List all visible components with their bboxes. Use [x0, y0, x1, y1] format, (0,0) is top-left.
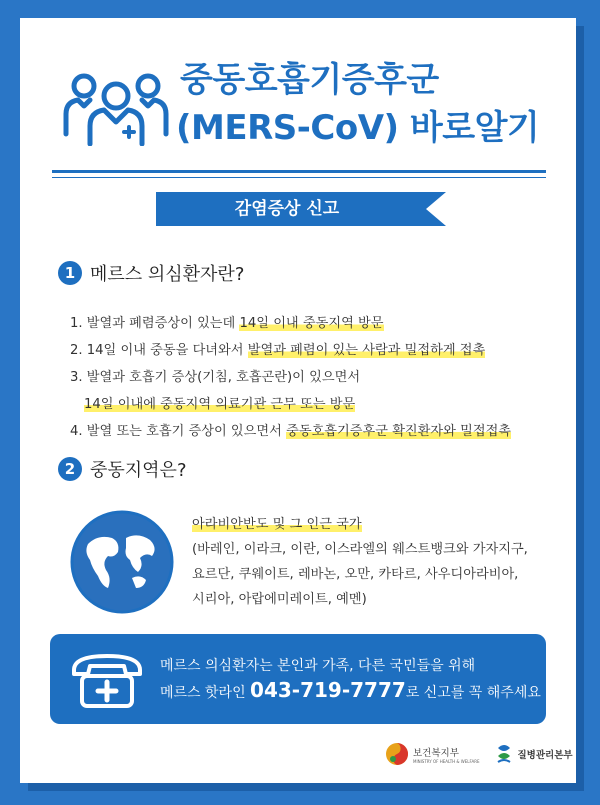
- phone-icon: [70, 652, 144, 710]
- title-line-1: 중동호흡기증후군: [180, 60, 439, 100]
- section-1-title: 메르스 의심환자란?: [90, 264, 245, 285]
- hotline-box: [50, 634, 546, 724]
- list-item: 4. 발열 또는 호흡기 증상이 있으면서 중동호흡기증후군 확진환자와 밀접접촉: [70, 424, 512, 439]
- section-1-number: 1: [58, 261, 82, 285]
- region-line-3: 시리아, 아랍에미레이트, 예멘): [192, 592, 367, 607]
- title-line-2: (MERS-CoV) 바로알기: [176, 108, 540, 148]
- divider-thin: [52, 177, 546, 178]
- title-block: [52, 56, 552, 166]
- region-description: [192, 512, 572, 612]
- medical-staff-icon: [62, 66, 170, 146]
- kcdc-logo-text: 질병관리본부: [517, 750, 573, 761]
- symptom-list: [70, 310, 590, 445]
- list-item: 1. 발열과 폐렴증상이 있는데 14일 이내 중동지역 방문: [70, 316, 384, 331]
- mohw-logo-subtext: MINISTRY OF HEALTH & WELFARE: [413, 758, 480, 764]
- region-line-2: 요르단, 쿠웨이트, 레바논, 오만, 카타르, 사우디아라비아,: [192, 567, 519, 582]
- list-item: 3. 발열과 호흡기 증상(기침, 호흡곤란)이 있으면서: [70, 370, 361, 385]
- region-line-1: (바레인, 이라크, 이란, 이스라엘의 웨스트뱅크와 가자지구,: [192, 542, 528, 557]
- section-1-header: [58, 260, 244, 286]
- region-highlight: 아라비안반도 및 그 인근 국가: [192, 517, 362, 532]
- globe-icon: [68, 508, 176, 616]
- footer-logos: [385, 734, 575, 774]
- mohw-logo-icon: [385, 742, 409, 766]
- kcdc-logo-icon: [494, 742, 514, 766]
- page-title: [176, 56, 540, 152]
- banner-label: 감염증상 신고: [234, 199, 340, 219]
- hotline-line-2: 메르스 핫라인 043-719-7777로 신고를 꼭 해주세요: [160, 678, 541, 702]
- hotline-line-1: 메르스 의심환자는 본인과 가족, 다른 국민들을 위해: [160, 658, 476, 674]
- section-2-title: 중동지역은?: [90, 460, 187, 481]
- divider-thick: [52, 170, 546, 173]
- section-2-header: [58, 456, 187, 482]
- poster-card: [20, 18, 576, 783]
- mohw-logo-text: 보건복지부: [413, 747, 459, 759]
- list-item: 2. 14일 이내 중동을 다녀와서 발열과 폐렴이 있는 사람과 밀접하게 접촉: [70, 343, 486, 358]
- hotline-text: [160, 654, 541, 705]
- hotline-number: 043-719-7777: [250, 678, 406, 702]
- section-2-number: 2: [58, 457, 82, 481]
- list-item: 14일 이내에 중동지역 의료기관 근무 또는 방문: [84, 397, 356, 412]
